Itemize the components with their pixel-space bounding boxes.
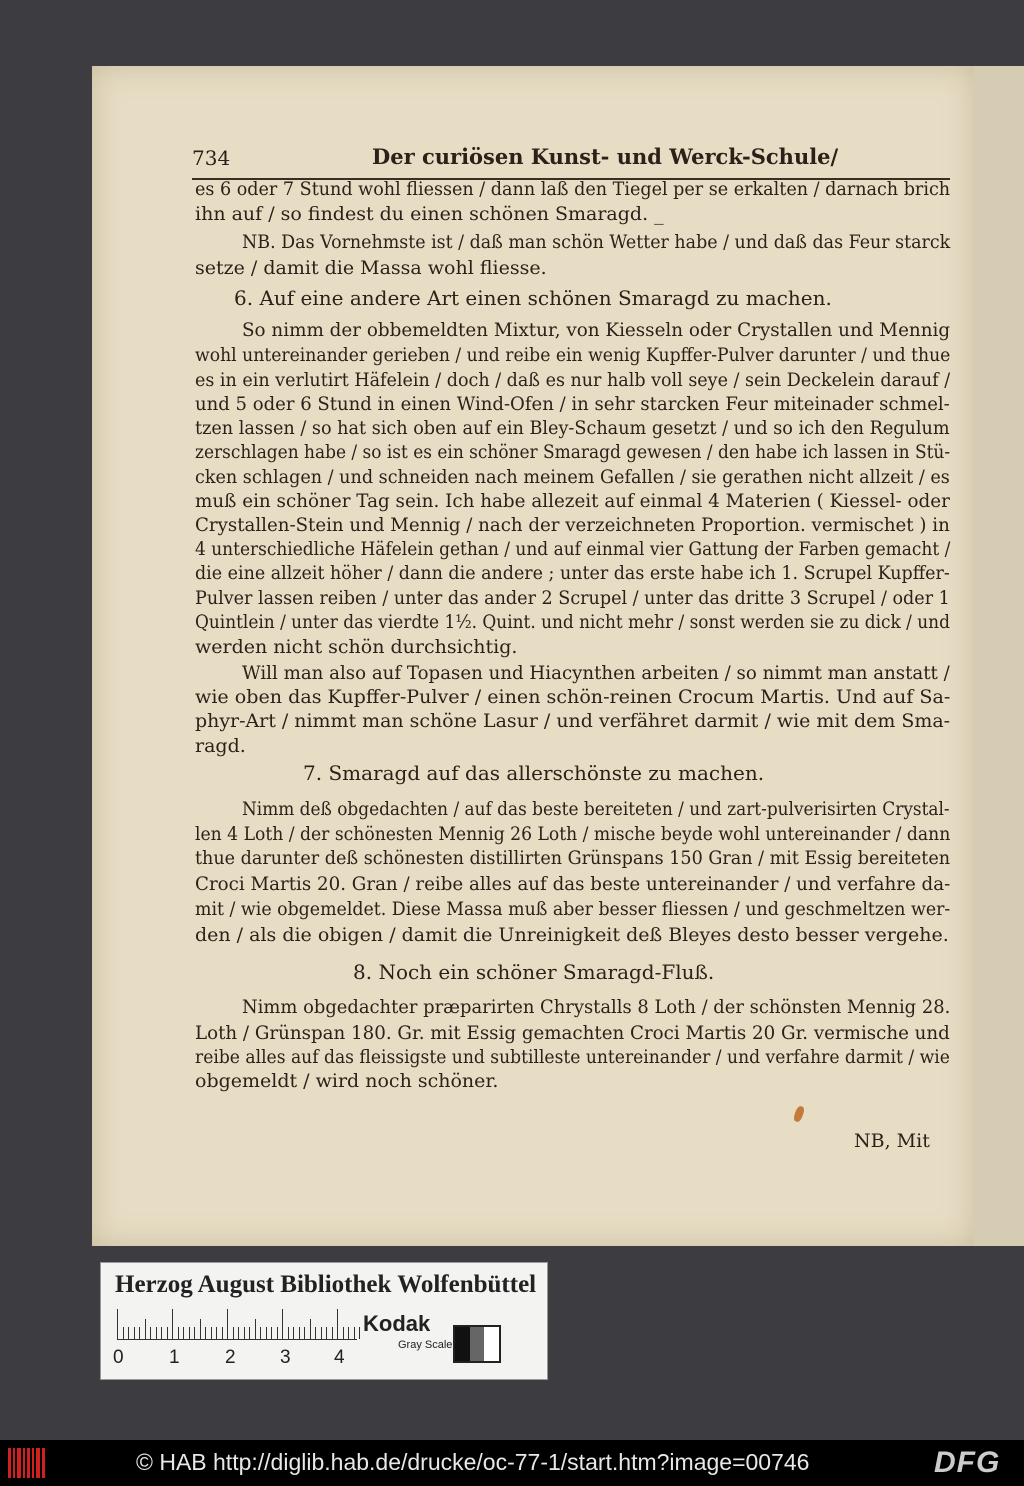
text-line: es in ein verlutirt Häfelein / doch / daß es nur halb voll seye / sein Deckelein darauf /	[195, 369, 951, 391]
hab-logo-icon	[8, 1448, 48, 1478]
text-line: die eine allzeit höher / dann die andere ; unter das erste habe ich 1. Scrupel Kupffer-	[195, 562, 950, 584]
text-line: 4 unterschiedliche Häfelein gethan / und auf einmal vier Gattung der Farben gemacht /	[195, 538, 951, 560]
ruler-tick	[359, 1327, 360, 1339]
ruler-tick	[244, 1327, 245, 1339]
text-line: So nimm der obbemeldten Mixtur, von Kiesseln oder Crystallen und Mennig	[242, 319, 951, 341]
text-line: Quintlein / unter das vierdte 1½. Quint. und nicht mehr / sonst werden sie zu dick / und	[195, 611, 950, 633]
page-number: 734	[192, 146, 231, 170]
ruler-tick	[255, 1319, 256, 1339]
ruler-number: 1	[169, 1347, 180, 1368]
color-card	[100, 1262, 548, 1380]
ruler-tick	[183, 1327, 184, 1339]
ruler-tick	[332, 1327, 333, 1339]
kodak-label: Kodak	[363, 1311, 431, 1336]
citation-link[interactable]: © HAB http://diglib.hab.de/drucke/oc-77-1/start.htm?image=00746	[136, 1449, 810, 1475]
footer-bar	[0, 1440, 1024, 1486]
gray-swatch	[453, 1325, 501, 1363]
text-line: len 4 Loth / der schönesten Mennig 26 Loth / mische beyde wohl untereinander / dann	[195, 823, 951, 845]
ruler-tick	[249, 1327, 250, 1339]
section-heading: 8. Noch ein schöner Smaragd-Fluß.	[353, 960, 715, 984]
text-line: NB. Das Vornehmste ist / daß man schön Wetter habe / und daß das Feur starck	[242, 231, 951, 253]
ruler-tick	[167, 1327, 168, 1339]
text-line: setze / damit die Massa wohl fliesse.	[195, 257, 547, 279]
ruler-tick	[260, 1327, 261, 1339]
ruler-tick	[354, 1327, 355, 1339]
section-heading: 6. Auf eine andere Art einen schönen Smaragd zu machen.	[234, 286, 832, 310]
text-line: obgemeldt / wird noch schöner.	[195, 1070, 499, 1092]
adjacent-page-edge	[972, 66, 1024, 1246]
ruler-tick	[222, 1327, 223, 1339]
text-line: Croci Martis 20. Gran / reibe alles auf das beste untereinander / und verfahre da-	[195, 873, 951, 895]
ruler-tick	[266, 1327, 267, 1339]
text-line: wie oben das Kupffer-Pulver / einen schön-reinen Crocum Martis. Und auf Sa-	[195, 686, 951, 708]
text-line: muß ein schöner Tag sein. Ich habe allezeit auf einmal 4 Materien ( Kiessel- oder	[195, 490, 950, 512]
text-line: cken schlagen / und schneiden nach meinem Gefallen / sie gerathen nicht allzeit / es	[195, 466, 950, 488]
ruler-tick	[134, 1327, 135, 1339]
ruler-tick	[282, 1309, 283, 1339]
ruler-number: 2	[225, 1347, 236, 1368]
ruler-tick	[216, 1327, 217, 1339]
paper-stain	[793, 1105, 806, 1123]
ruler-tick	[321, 1327, 322, 1339]
ruler-number: 3	[280, 1347, 291, 1368]
ruler-tick	[277, 1327, 278, 1339]
ruler-tick	[161, 1327, 162, 1339]
text-line: Crystallen-Stein und Mennig / nach der verzeichneten Proportion. vermischet ) in	[195, 514, 950, 536]
ruler-tick	[304, 1327, 305, 1339]
dfg-logo: DFG	[934, 1446, 1001, 1479]
ruler-tick	[299, 1327, 300, 1339]
text-line: phyr-Art / nimmt man schöne Lasur / und verfähret darmit / wie mit dem Sma-	[195, 710, 951, 732]
ruler-tick	[128, 1327, 129, 1339]
text-line: wohl untereinander gerieben / und reibe ein wenig Kupffer-Pulver darunter / und thue	[195, 344, 951, 366]
text-line: Will man also auf Topasen und Hiacynthen arbeiten / so nimmt man anstatt /	[242, 662, 950, 684]
ruler-tick	[288, 1327, 289, 1339]
text-line: thue darunter deß schönesten distillirten Grünspans 150 Gran / mit Essig bereiteten	[195, 847, 951, 869]
text-line: Loth / Grünspan 180. Gr. mit Essig gemachten Croci Martis 20 Gr. vermische und	[195, 1022, 950, 1044]
ruler-tick	[326, 1327, 327, 1339]
text-line: mit / wie obgemeldet. Diese Massa muß aber besser fliessen / und geschmeltzen wer-	[195, 898, 951, 920]
text-line: den / als die obigen / damit die Unreinigkeit deß Bleyes desto besser vergehe.	[195, 924, 949, 946]
text-line: werden nicht schön durchsichtig.	[195, 636, 518, 658]
text-line: Nimm deß obgedachten / auf das beste bereiteten / und zart-pulverisirten Crystal-	[242, 798, 950, 820]
text-line: und 5 oder 6 Stund in einen Wind-Ofen / in sehr starcken Feur miteinader schmel-	[195, 393, 950, 415]
ruler-tick	[172, 1309, 173, 1339]
ruler-tick	[117, 1309, 118, 1339]
ruler-tick	[156, 1327, 157, 1339]
ruler-tick	[337, 1309, 338, 1339]
ruler-tick	[238, 1327, 239, 1339]
text-line: Pulver lassen reiben / unter das ander 2 Scrupel / unter das dritte 3 Scrupel / oder 1	[195, 587, 950, 609]
text-line: Nimm obgedachter præparirten Chrystalls 8 Loth / der schönsten Mennig 28.	[242, 996, 951, 1018]
text-line: zerschlagen habe / so ist es ein schöner Smaragd gewesen / den habe ich lassen in Stü-	[195, 441, 951, 463]
ruler-tick	[200, 1319, 201, 1339]
ruler-tick	[227, 1309, 228, 1339]
ruler-tick	[271, 1327, 272, 1339]
gray-scale-label: Gray Scale	[398, 1339, 453, 1351]
ruler-tick	[139, 1327, 140, 1339]
library-name: Herzog August Bibliothek Wolfenbüttel	[115, 1271, 537, 1298]
ruler-tick	[233, 1327, 234, 1339]
ruler-tick	[194, 1327, 195, 1339]
book-page	[92, 66, 974, 1246]
ruler-tick	[205, 1327, 206, 1339]
ruler-tick	[315, 1327, 316, 1339]
text-line: tzen lassen / so hat sich oben auf ein Bley-Schaum gesetzt / und so ich den Regulum	[195, 417, 950, 439]
ruler-tick	[293, 1327, 294, 1339]
ruler-number: 0	[113, 1347, 124, 1368]
catchword: NB, Mit	[854, 1130, 930, 1152]
ruler-tick	[310, 1319, 311, 1339]
ruler-tick	[211, 1327, 212, 1339]
ruler-tick	[178, 1327, 179, 1339]
text-line: ragd.	[195, 735, 246, 757]
ruler-tick	[123, 1327, 124, 1339]
text-line: ihn auf / so findest du einen schönen Smaragd. _	[195, 203, 664, 225]
ruler-tick	[145, 1319, 146, 1339]
text-line: es 6 oder 7 Stund wohl fliessen / dann laß den Tiegel per se erkalten / darnach brich	[195, 178, 951, 200]
ruler-tick	[348, 1327, 349, 1339]
section-heading: 7. Smaragd auf das allerschönste zu machen.	[303, 761, 765, 785]
ruler-number: 4	[334, 1347, 345, 1368]
ruler-tick	[343, 1327, 344, 1339]
ruler-tick	[150, 1327, 151, 1339]
ruler	[117, 1309, 357, 1340]
text-line: reibe alles auf das fleissigste und subtilleste untereinander / und verfahre darmit / wie	[195, 1046, 950, 1068]
ruler-tick	[189, 1327, 190, 1339]
running-head: Der curiösen Kunst- und Werck-Schule/	[372, 144, 839, 169]
